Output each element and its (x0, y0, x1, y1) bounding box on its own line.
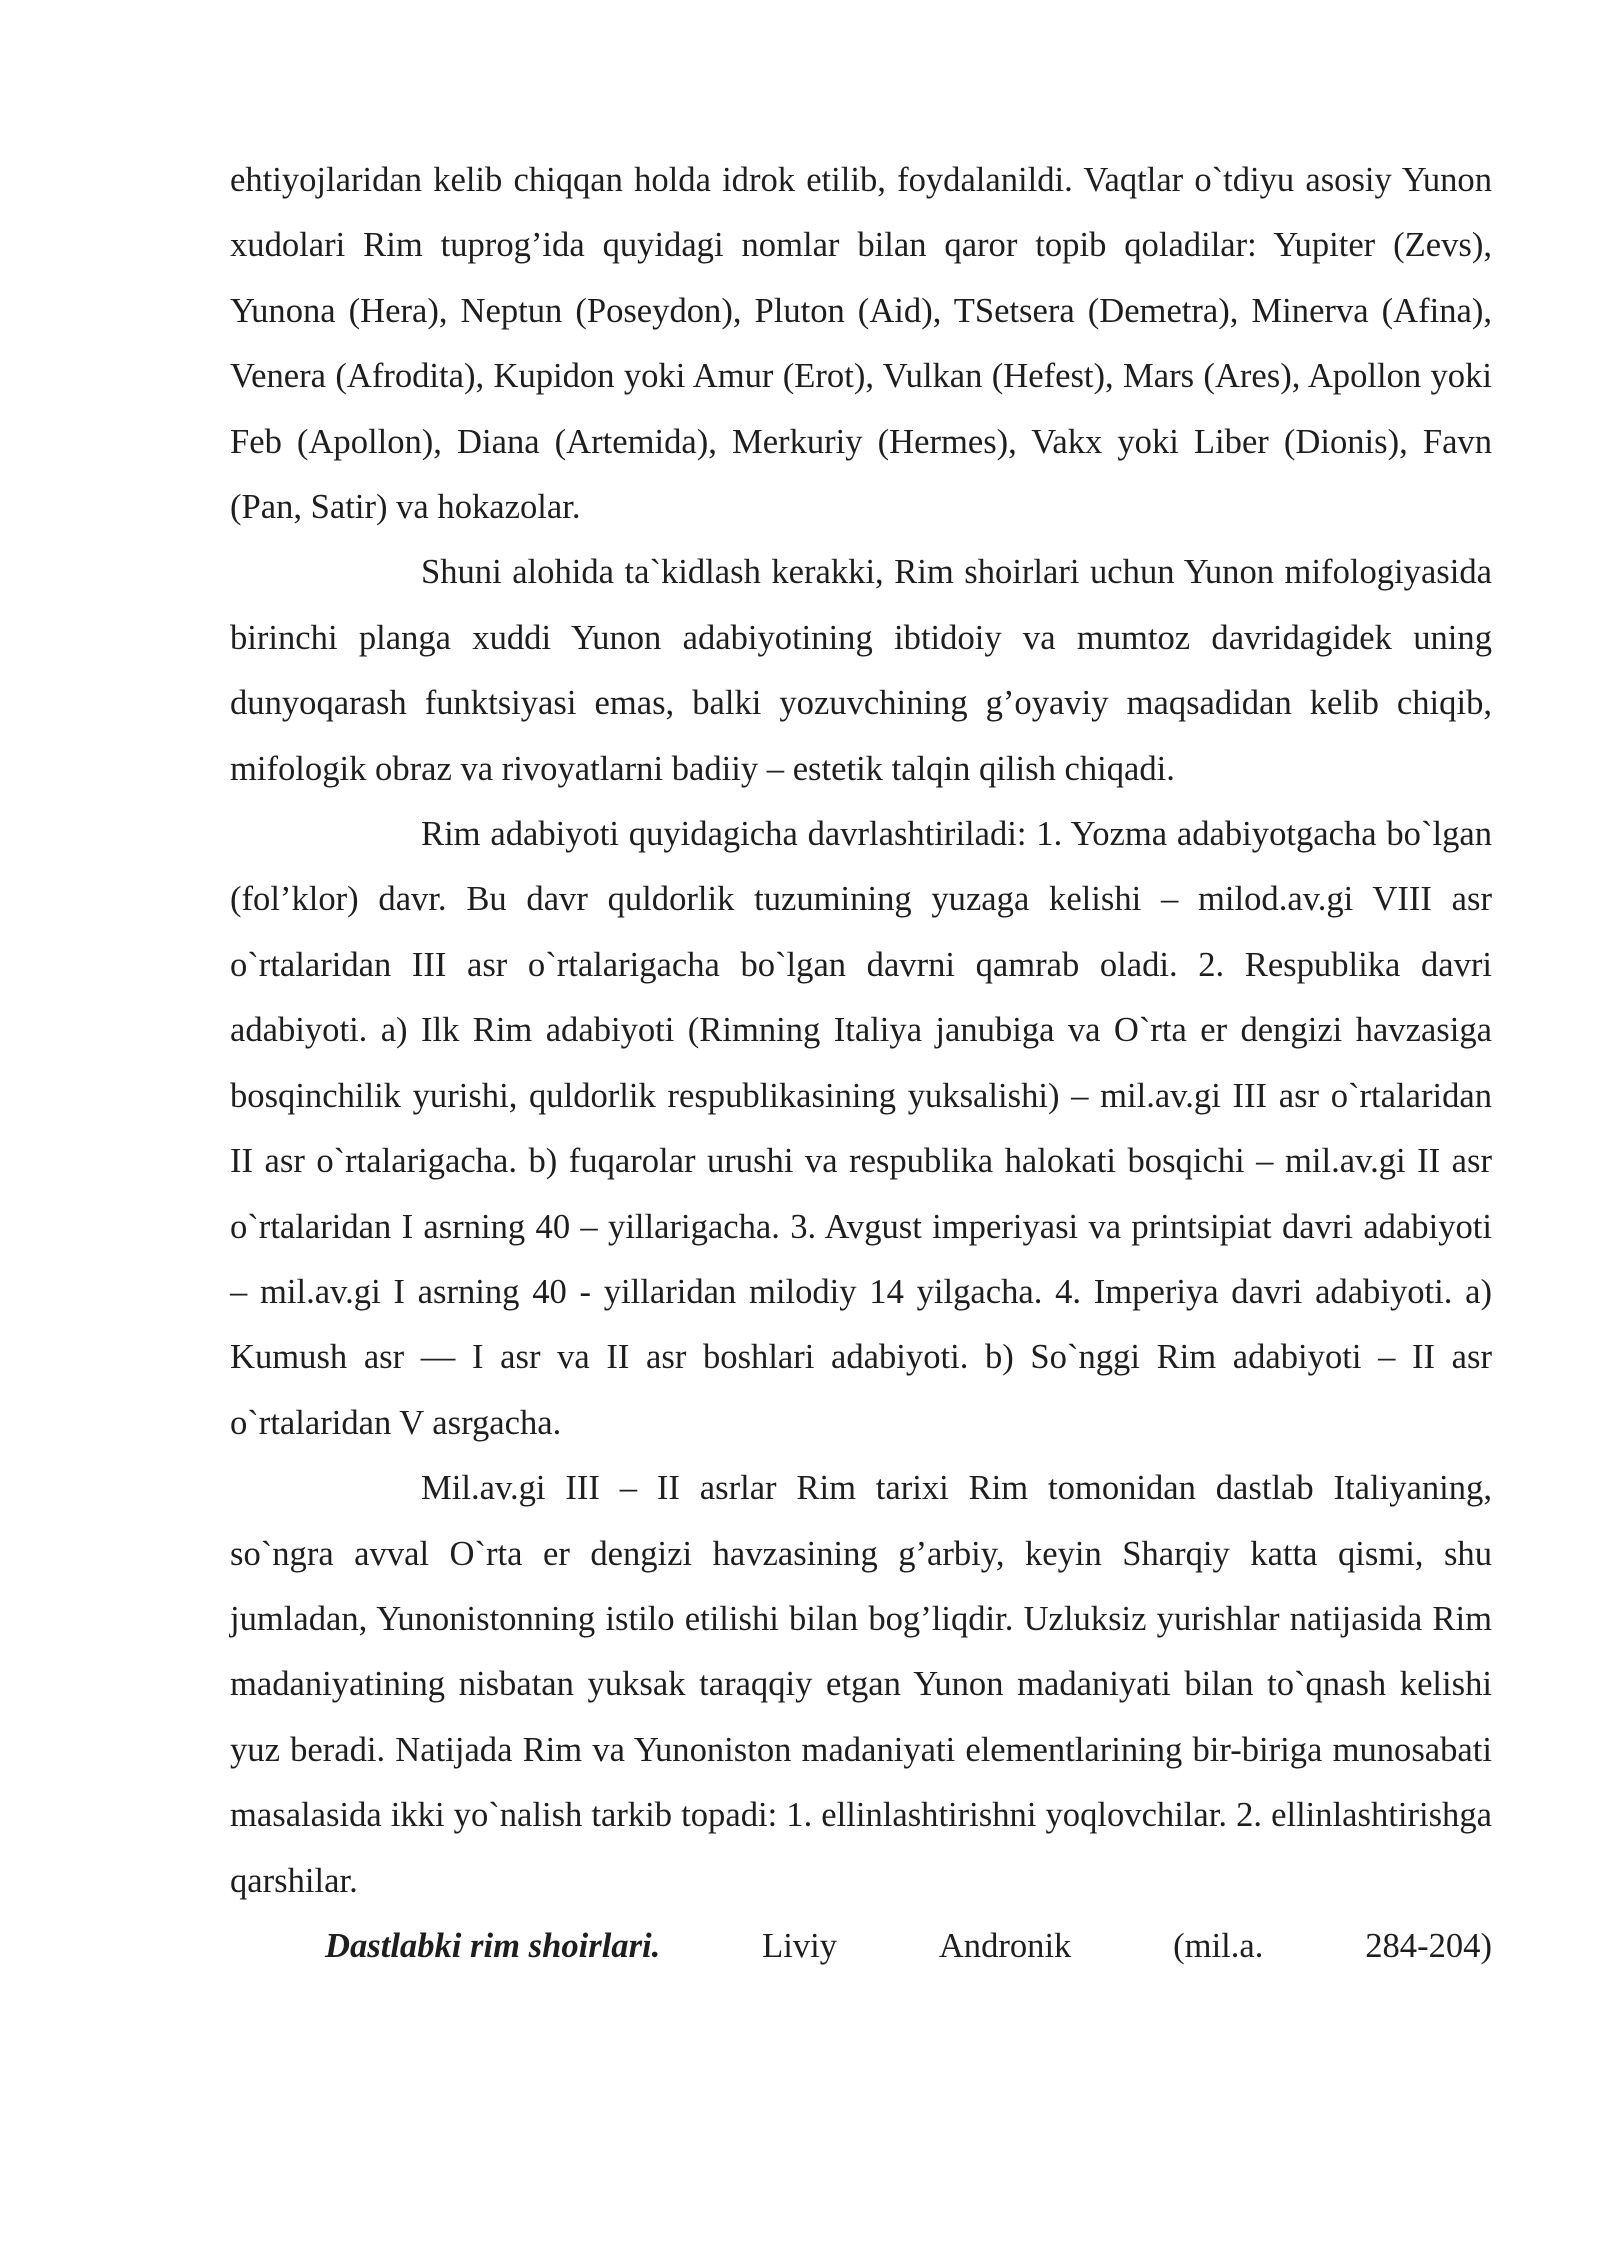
section-heading: Dastlabki rim shoirlari. (325, 1926, 661, 1965)
section-word: Andronik (938, 1926, 1072, 1965)
paragraph-gods-list: ehtiyojlaridan kelib chiqqan holda idrok etilib, foydalanildi. Vaqtlar o`tdiyu asosiy Yunon xudolari Rim tuprog’ida quyidagi nomlar bilan qaror topib qoladilar: Yupiter (Zevs), Yunona (Hera), Neptun (Poseydon), Pluton (Aid), TSetsera (Demetra), Minerva (Afina), Venera (Afrodita), Kupidon yoki Amur (Erot), Vulkan (Hefest), Mars (Ares), Apollon yoki Feb (Apollon), Diana (Artemida), Merkuriy (Hermes), Vakx yoki Liber (Dionis), Favn (Pan, Satir) va hokazolar. (230, 161, 1492, 527)
section-start-line (230, 1914, 1492, 1979)
section-word: Liviy (762, 1926, 838, 1965)
section-word: 284-204) (1365, 1926, 1492, 1965)
paragraph-periodization: Rim adabiyoti quyidagicha davrlashtiriladi: 1. Yozma adabiyotgacha bo`lgan (fol’klor) davr. Bu davr quldorlik tuzumining yuzaga kelishi – milod.av.gi VIII asr o`rtalaridan III asr o`rtalarigacha bo`lgan davrni qamrab oladi. 2. Respublika davri adabiyoti. a) Ilk Rim adabiyoti (Rimning Italiya janubiga va O`rta er dengizi havzasiga bosqinchilik yurishi, quldorlik respublikasining yuksalishi) – mil.av.gi III asr o`rtalaridan II asr o`rtalarigacha. b) fuqarolar urushi va respublika halokati bosqichi – mil.av.gi II asr o`rtalaridan I asrning 40 – yillarigacha. 3. Avgust imperiyasi va printsipiat davri adabiyoti – mil.av.gi I asrning 40 - yillaridan milodiy 14 yilgacha. 4. Imperiya davri adabiyoti. a) Kumush asr — I asr va II asr boshlari adabiyoti. b) So`nggi Rim adabiyoti – II asr o`rtalaridan V asrgacha. (230, 815, 1492, 1442)
document-page (230, 148, 1492, 1979)
paragraph-mythology-role: Shuni alohida ta`kidlash kerakki, Rim shoirlari uchun Yunon mifologiyasida birinchi planga xuddi Yunon adabiyotining ibtidoiy va mumtoz davridagidek uning dunyoqarash funktsiyasi emas, balki yozuvchining g’oyaviy maqsadidan kelib chiqib, mifologik obraz va rivoyatlarni badiiy – estetik talqin qilish chiqadi. (230, 553, 1492, 788)
paragraph-hellenization: Mil.av.gi III – II asrlar Rim tarixi Rim tomonidan dastlab Italiyaning, so`ngra avval O`rta er dengizi havzasining g’arbiy, keyin Sharqiy katta qismi, shu jumladan, Yunonistonning istilo etilishi bilan bog’liqdir. Uzluksiz yurishlar natijasida Rim madaniyatining nisbatan yuksak taraqqiy etgan Yunon madaniyati bilan to`qnash kelishi yuz beradi. Natijada Rim va Yunoniston madaniyati elementlarining bir-biriga munosabati masalasida ikki yo`nalish tarkib topadi: 1. ellinlashtirishni yoqlovchilar. 2. ellinlashtirishga qarshilar. (230, 1469, 1492, 1900)
section-word: (mil.a. (1173, 1926, 1264, 1965)
